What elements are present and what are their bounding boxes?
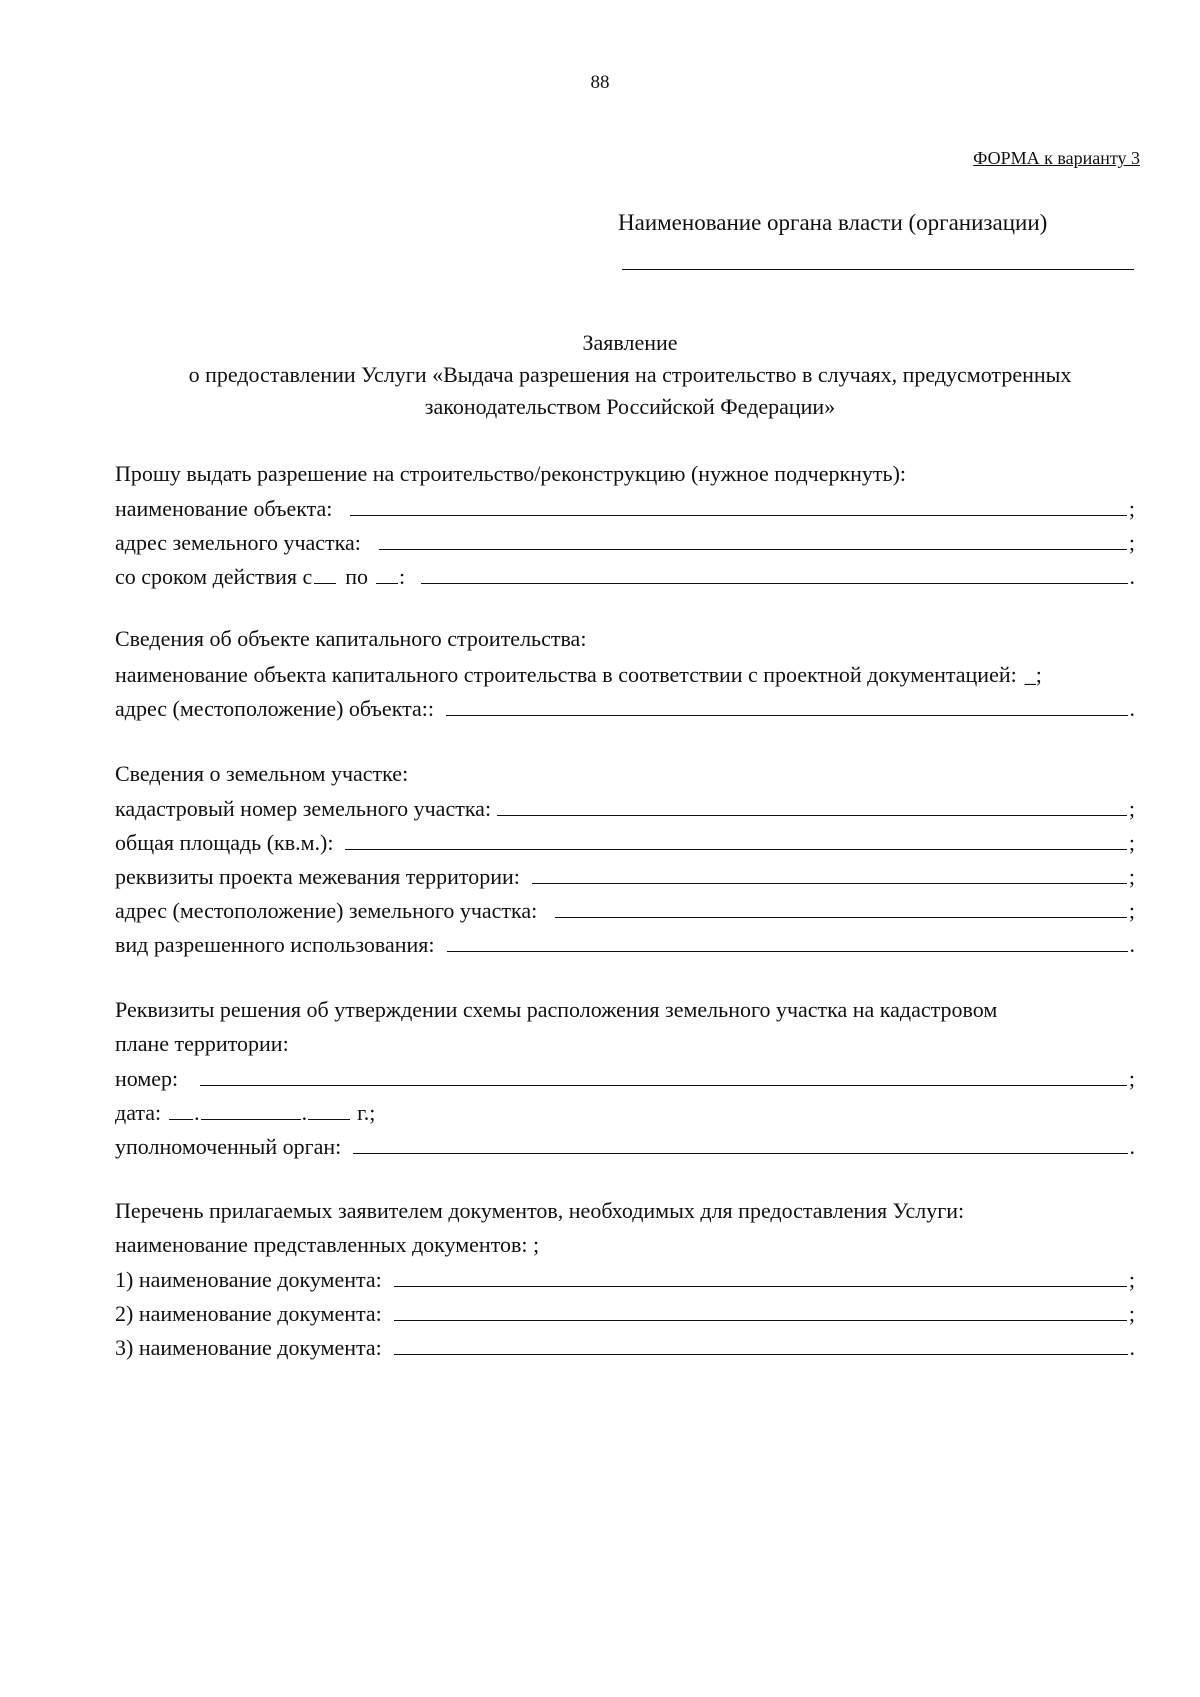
semicolon: ; <box>1128 898 1135 923</box>
survey-project-row <box>115 858 1135 890</box>
survey-project-label: реквизиты проекта межевания территории: <box>115 864 520 889</box>
semicolon: ; <box>1128 864 1135 889</box>
decision-month-field[interactable] <box>201 1119 301 1120</box>
documents-heading: Перечень прилагаемых заявителем документов, необходимых для предоставления Услуги: <box>115 1198 965 1223</box>
object-name-row <box>115 490 1135 522</box>
scheme-decision-heading-line2: плане территории: <box>115 1031 289 1056</box>
capital-object-address-label: адрес (местоположение) объекта:: <box>115 696 434 721</box>
decision-number-label: номер: <box>115 1066 179 1091</box>
semicolon: ; <box>1128 796 1135 821</box>
survey-project-field[interactable] <box>532 883 1127 884</box>
decision-date-label: дата: <box>115 1100 162 1125</box>
authorized-body-label: уполномоченный орган: <box>115 1134 342 1159</box>
object-name-label: наименование объекта: <box>115 496 333 521</box>
validity-prefix: со сроком действия с <box>115 564 313 589</box>
capital-object-address-field[interactable] <box>446 715 1128 716</box>
total-area-field[interactable] <box>345 849 1126 850</box>
validity-row <box>115 558 1135 590</box>
document-title: Заявление <box>582 330 678 355</box>
plot-address-field[interactable] <box>555 917 1127 918</box>
period: . <box>1129 1335 1135 1360</box>
document-row-3 <box>115 1329 1135 1361</box>
cadastral-number-label: кадастровый номер земельного участка: <box>115 796 492 821</box>
semicolon: ; <box>1128 530 1135 555</box>
validity-suffix: : <box>399 564 406 589</box>
cadastral-number-row <box>115 790 1135 822</box>
plot-address-label: адрес (местоположение) земельного участка: <box>115 898 538 923</box>
total-area-label: общая площадь (кв.м.): <box>115 830 334 855</box>
period: . <box>1129 696 1135 721</box>
scheme-decision-heading-line1: Реквизиты решения об утверждении схемы расположения земельного участка на кадастровом <box>115 997 998 1022</box>
document-row-2 <box>115 1295 1135 1327</box>
decision-date-row <box>115 1094 375 1126</box>
validity-field[interactable] <box>421 583 1127 584</box>
land-address-row <box>115 524 1135 556</box>
land-plot-heading: Сведения о земельном участке: <box>115 761 409 786</box>
capital-object-name-field[interactable]: _; <box>1024 662 1042 687</box>
plot-address-row <box>115 892 1135 924</box>
decision-number-field[interactable] <box>200 1085 1127 1086</box>
document-2-field[interactable] <box>394 1320 1127 1321</box>
document-1-field[interactable] <box>394 1286 1127 1287</box>
land-address-field[interactable] <box>379 549 1127 550</box>
land-address-label: адрес земельного участка: <box>115 530 361 555</box>
total-area-row <box>115 824 1135 856</box>
document-subtitle-line2: законодательством Российской Федерации» <box>424 394 836 419</box>
date-separator: . <box>194 1100 200 1125</box>
capital-object-heading: Сведения об объекте капитального строительства: <box>115 626 587 651</box>
document-subtitle-line1: о предоставлении Услуги «Выдача разрешения на строительство в случаях, предусмотренных <box>188 362 1072 387</box>
decision-year-field[interactable] <box>308 1119 350 1120</box>
capital-object-address-row <box>115 690 1135 722</box>
capital-object-name-row <box>115 656 1135 688</box>
semicolon: ; <box>1128 1066 1135 1091</box>
authority-label: Наименование органа власти (организации) <box>618 210 1048 235</box>
period: . <box>1129 932 1135 957</box>
semicolon: ; <box>1128 1301 1135 1326</box>
period: . <box>1129 564 1135 589</box>
authorized-body-field[interactable] <box>353 1153 1127 1154</box>
document-3-label: 3) наименование документа: <box>115 1335 382 1360</box>
submitted-documents-label: наименование представленных документов: ; <box>115 1232 540 1257</box>
period: . <box>1129 1134 1135 1159</box>
authority-input-line[interactable] <box>622 269 1134 270</box>
form-variant-label: ФОРМА к варианту 3 <box>973 148 1140 168</box>
decision-number-row <box>115 1060 1135 1092</box>
permitted-use-field[interactable] <box>447 951 1128 952</box>
document-1-label: 1) наименование документа: <box>115 1267 382 1292</box>
object-name-field[interactable] <box>350 515 1126 516</box>
decision-year-suffix: г.; <box>357 1100 376 1125</box>
document-row-1 <box>115 1261 1135 1293</box>
decision-day-field[interactable] <box>169 1119 193 1120</box>
capital-object-name-label: наименование объекта капитального строительства в соответствии с проектной документацией: <box>115 662 1017 687</box>
validity-mid: по <box>345 564 369 589</box>
permitted-use-label: вид разрешенного использования: <box>115 932 435 957</box>
page-number: 88 <box>590 72 610 93</box>
request-intro: Прошу выдать разрешение на строительство/реконструкцию (нужное подчеркнуть): <box>115 461 907 486</box>
validity-from-field[interactable] <box>314 583 336 584</box>
semicolon: ; <box>1128 1267 1135 1292</box>
permitted-use-row <box>115 926 1135 958</box>
semicolon: ; <box>1128 496 1135 521</box>
document-2-label: 2) наименование документа: <box>115 1301 382 1326</box>
date-separator: . <box>301 1100 308 1125</box>
semicolon: ; <box>1128 830 1135 855</box>
validity-to-field[interactable] <box>376 583 398 584</box>
cadastral-number-field[interactable] <box>497 815 1127 816</box>
authorized-body-row <box>115 1128 1135 1160</box>
document-3-field[interactable] <box>394 1354 1128 1355</box>
